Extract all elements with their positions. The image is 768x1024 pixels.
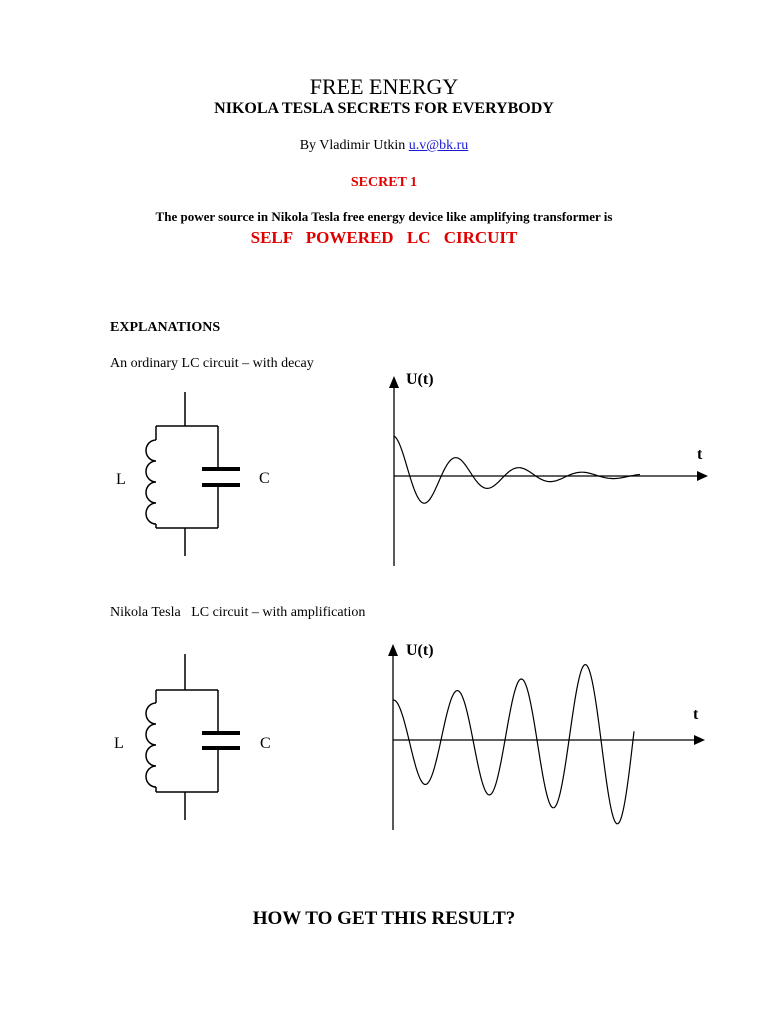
x-axis-label: t	[693, 706, 699, 723]
byline-author: By Vladimir Utkin	[299, 138, 409, 153]
caption-decay: An ordinary LC circuit – with decay	[110, 356, 314, 371]
y-axis-label: U(t)	[406, 371, 434, 388]
x-axis-label: t	[697, 446, 703, 463]
statement-text: The power source in Nikola Tesla free energy device like amplifying transformer is	[155, 209, 613, 224]
y-axis-arrowhead	[388, 644, 398, 656]
capacitor-label: C	[259, 470, 270, 487]
document-subtitle: NIKOLA TESLA SECRETS FOR EVERYBODY	[214, 100, 554, 117]
highlight-text: SELF POWERED LC CIRCUIT	[250, 228, 518, 247]
capacitor-label: C	[260, 735, 271, 752]
author-email-link[interactable]: u.v@bk.ru	[408, 138, 469, 153]
closing-question: HOW TO GET THIS RESULT?	[252, 908, 516, 929]
inductor-label: L	[116, 471, 126, 488]
inductor-label: L	[114, 735, 124, 752]
inductor-coil	[146, 703, 156, 787]
explanations-heading: EXPLANATIONS	[110, 320, 221, 335]
y-axis-label: U(t)	[406, 642, 434, 659]
caption-amplification: Nikola Tesla LC circuit – with amplification	[110, 605, 366, 620]
lc-circuit-amplification	[146, 654, 218, 820]
x-axis-arrowhead	[694, 735, 705, 745]
amplifying-waveform	[393, 665, 634, 824]
secret-label: SECRET 1	[350, 175, 418, 190]
document-title: FREE ENERGY	[309, 74, 459, 99]
